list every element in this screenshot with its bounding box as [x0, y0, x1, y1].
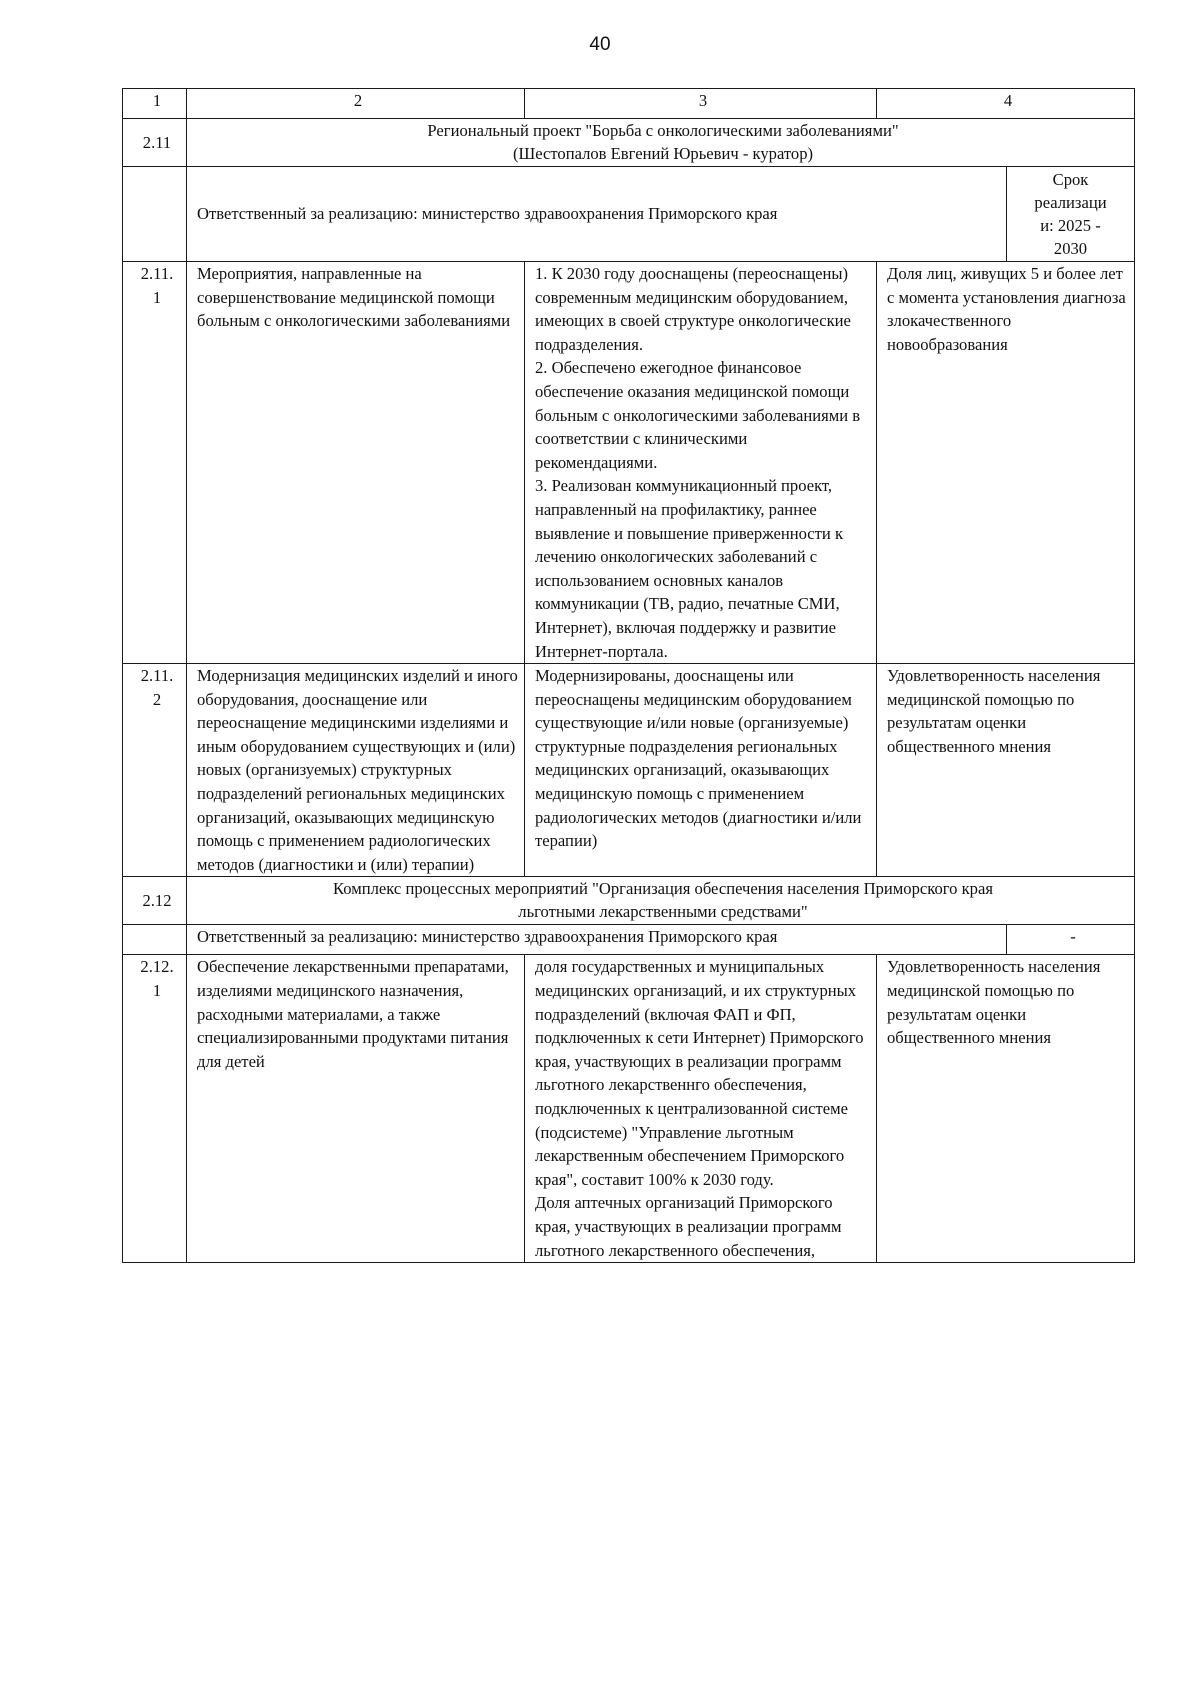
section-2-11-number: 2.11 — [123, 119, 187, 167]
row-2-12-1 — [123, 955, 1135, 1263]
empty-cell — [123, 925, 187, 955]
row-2-12-1-task: Обеспечение лекарственными препаратами, изделиями медицинского назначения, расходными материалами, а также специализированными продуктами питания для детей — [187, 955, 525, 1263]
program-table — [122, 88, 1135, 1263]
column-header-2: 2 — [187, 89, 525, 119]
row-2-11-2-number: 2.11. 2 — [123, 664, 187, 877]
section-2-11-title-line1: Региональный проект "Борьба с онкологическими заболеваниями" — [427, 121, 899, 140]
section-2-12-title-line2: льготными лекарственными средствами" — [518, 902, 808, 922]
section-2-12-title — [187, 877, 1135, 925]
row-2-11-2-task: Модернизация медицинских изделий и иного оборудования, дооснащение или переоснащение медицинскими изделиями и иным оборудованием существующих и (или) новых (организуемых) структурных подразделений региональных медицинских организаций, оказывающих медицинскую помощь с применением радиологических методов (диагностики и (или) терапии) — [187, 664, 525, 877]
row-2-12-1-number: 2.12. 1 — [123, 955, 187, 1263]
column-header-row — [123, 89, 1135, 119]
row-2-11-1-result-2: 2. Обеспечено ежегодное финансовое обеспечение оказания медицинской помощи больным с онкологическими заболеваниями в соответствии с клиническими рекомендациями. — [535, 358, 861, 472]
section-2-12-title-line1: Комплекс процессных мероприятий "Организация обеспечения населения Приморского края — [333, 879, 993, 899]
section-2-12-responsible-row — [123, 925, 1135, 955]
row-2-11-2 — [123, 664, 1135, 877]
section-2-12-responsible: Ответственный за реализацию: министерство здравоохранения Приморского края — [187, 925, 1007, 955]
section-2-11-title-line2: (Шестопалов Евгений Юрьевич - куратор) — [512, 144, 814, 163]
row-2-11-1-number: 2.11. 1 — [123, 262, 187, 664]
section-2-11-title-row — [123, 119, 1135, 167]
section-2-11-responsible-row — [123, 167, 1135, 262]
row-2-11-1-result-3: 3. Реализован коммуникационный проект, направленный на профилактику, раннее выявление и повышение приверженности к лечению онкологических заболеваний с использованием основных каналов коммуникации (ТВ, радио, печатные СМИ, Интернет), включая поддержку и развитие Интернет-портала. — [535, 476, 844, 661]
empty-cell — [123, 167, 187, 262]
row-2-11-2-indicator: Удовлетворенность населения медицинской помощью по результатам оценки общественного мнения — [877, 664, 1135, 877]
row-2-12-1-result-2: Доля аптечных организаций Приморского края, участвующих в реализации программ льготного лекарственного обеспечения, — [535, 1193, 842, 1260]
column-header-4: 4 — [877, 89, 1135, 119]
row-2-11-1-task: Мероприятия, направленные на совершенствование медицинской помощи больным с онкологическими заболеваниями — [187, 262, 525, 664]
column-header-3: 3 — [525, 89, 877, 119]
section-2-11-title — [187, 119, 1135, 167]
row-2-11-1-results — [525, 262, 877, 664]
row-2-12-1-result-1: доля государственных и муниципальных медицинских организаций, и их структурных подразделений (включая ФАП и ФП, подключенных к сети Интернет) Приморского края, участвующих в реализации программ льготного лекарственнго обеспечения, подключенных к централизованной системе (подсистеме) "Управление льготным лекарственным обеспечением Приморского края", составит 100% к 2030 году. — [535, 957, 864, 1189]
row-2-11-1 — [123, 262, 1135, 664]
section-2-11-responsible: Ответственный за реализацию: министерство здравоохранения Приморского края — [187, 167, 1007, 262]
section-2-12-title-row — [123, 877, 1135, 925]
row-2-12-1-indicator: Удовлетворенность населения медицинской помощью по результатам оценки общественного мнения — [877, 955, 1135, 1263]
row-2-11-2-result: Модернизированы, дооснащены или переоснащены медицинским оборудованием существующие и/или новые (организуемые) структурные подразделения региональных медицинских организаций, оказывающих медицинскую помощь с применением радиологических методов (диагностики и/или терапии) — [525, 664, 877, 877]
row-2-12-1-results — [525, 955, 877, 1263]
page-number: 40 — [589, 34, 611, 55]
section-2-12-deadline: - — [1007, 925, 1135, 955]
row-2-11-1-result-1: 1. К 2030 году дооснащены (переоснащены) современным медицинским оборудованием, имеющих в своей структуре онкологические подразделения. — [535, 264, 851, 354]
section-2-12-number: 2.12 — [123, 877, 187, 925]
column-header-1: 1 — [123, 89, 187, 119]
section-2-11-deadline: Срок реализаци и: 2025 - 2030 — [1007, 167, 1135, 262]
row-2-11-1-indicator: Доля лиц, живущих 5 и более лет с момента установления диагноза злокачественного новообразования — [877, 262, 1135, 664]
